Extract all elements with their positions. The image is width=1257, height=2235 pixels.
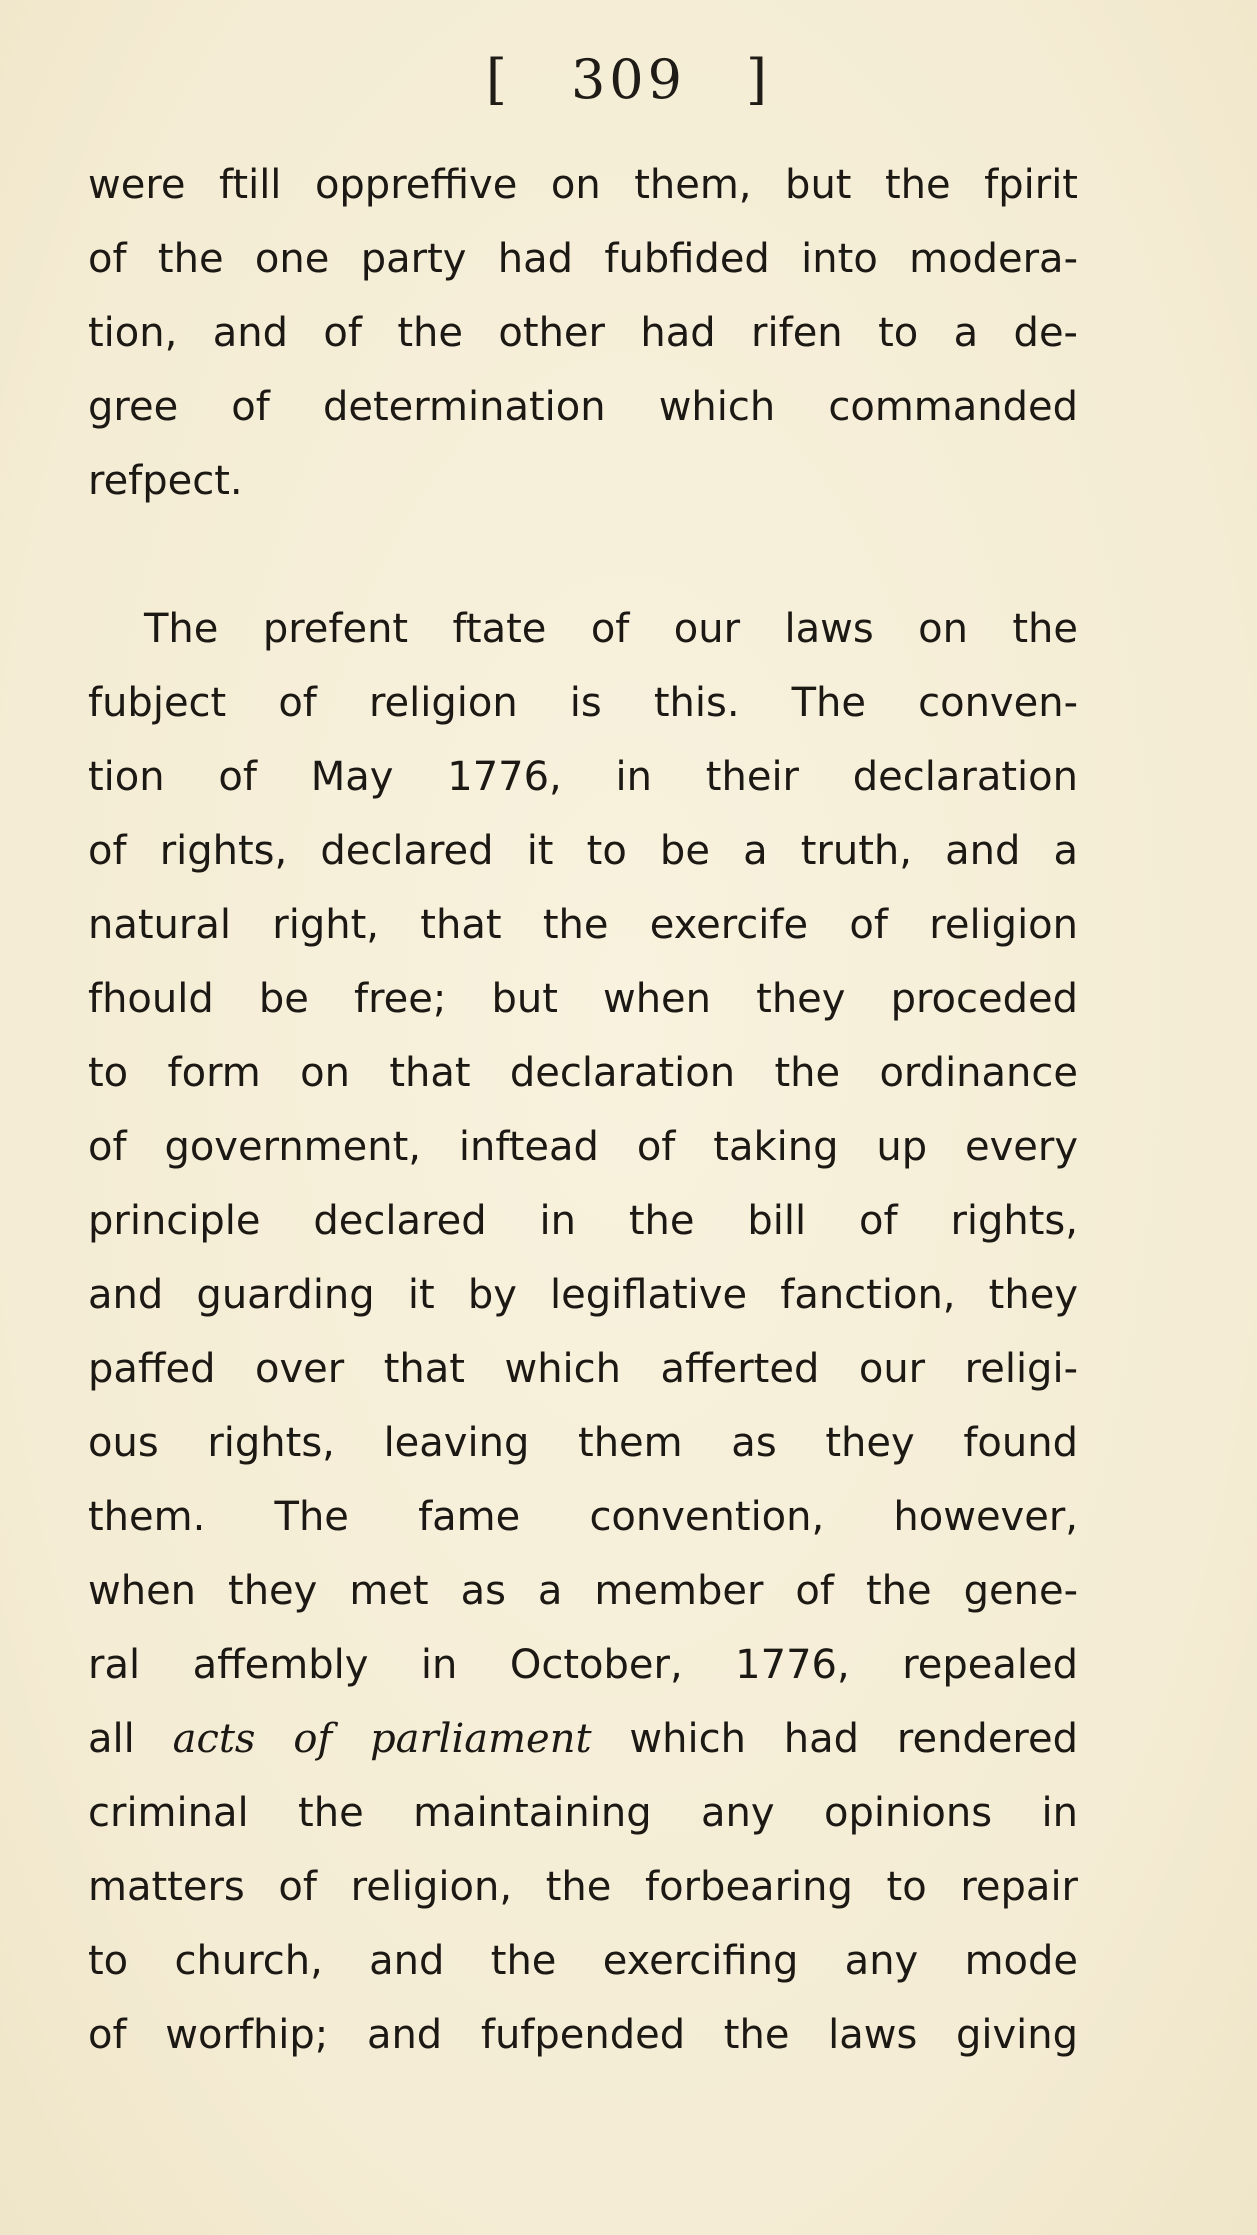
page-header	[0, 48, 1257, 111]
text-line-with-italic	[88, 1702, 1078, 1776]
text-line: to church, and the exercifing any mode	[88, 1938, 1078, 1984]
text-line: of government, inftead of taking up every	[88, 1124, 1078, 1170]
text-line: paffed over that which afferted our religi-	[88, 1346, 1078, 1392]
text-line: of the one party had fubfided into modera-	[88, 236, 1078, 282]
text-line: when they met as a member of the gene-	[88, 1568, 1078, 1614]
left-bracket: [	[485, 48, 511, 111]
text-line: ral affembly in October, 1776, repealed	[88, 1642, 1078, 1688]
text-line: matters of religion, the forbearing to repair	[88, 1864, 1078, 1910]
text-line: ous rights, leaving them as they found	[88, 1420, 1078, 1466]
italic-phrase: acts of parliament	[172, 1716, 592, 1762]
text-line: to form on that declaration the ordinance	[88, 1050, 1078, 1096]
paragraph-1	[88, 148, 1078, 518]
right-bracket: ]	[746, 48, 772, 111]
text-line: of worfhip; and fufpended the laws giving	[88, 2012, 1078, 2058]
text-line: them. The fame convention, however,	[88, 1494, 1078, 1540]
text-line: The prefent ftate of our laws on the	[144, 606, 1078, 652]
text-line: natural right, that the exercife of religion	[88, 902, 1078, 948]
paragraph-2	[88, 592, 1078, 2072]
text-line: refpect.	[88, 458, 243, 504]
text-line: were ftill oppreffive on them, but the fpirit	[88, 162, 1078, 208]
line-prefix: all	[88, 1716, 173, 1762]
body-text	[88, 148, 1078, 2072]
text-line: fubject of religion is this. The conven-	[88, 680, 1078, 726]
paragraph-gap	[88, 518, 1078, 592]
text-line: and guarding it by legiflative fanction, they	[88, 1272, 1078, 1318]
text-line: tion of May 1776, in their declaration	[88, 754, 1078, 800]
text-line: tion, and of the other had rifen to a de-	[88, 310, 1078, 356]
text-line: principle declared in the bill of rights,	[88, 1198, 1078, 1244]
text-line: gree of determination which commanded	[88, 384, 1078, 430]
page-number: 309	[570, 48, 687, 111]
text-line: criminal the maintaining any opinions in	[88, 1790, 1078, 1836]
text-line: of rights, declared it to be a truth, and a	[88, 828, 1078, 874]
line-suffix: which had rendered	[591, 1716, 1079, 1762]
text-line: fhould be free; but when they proceded	[88, 976, 1078, 1022]
